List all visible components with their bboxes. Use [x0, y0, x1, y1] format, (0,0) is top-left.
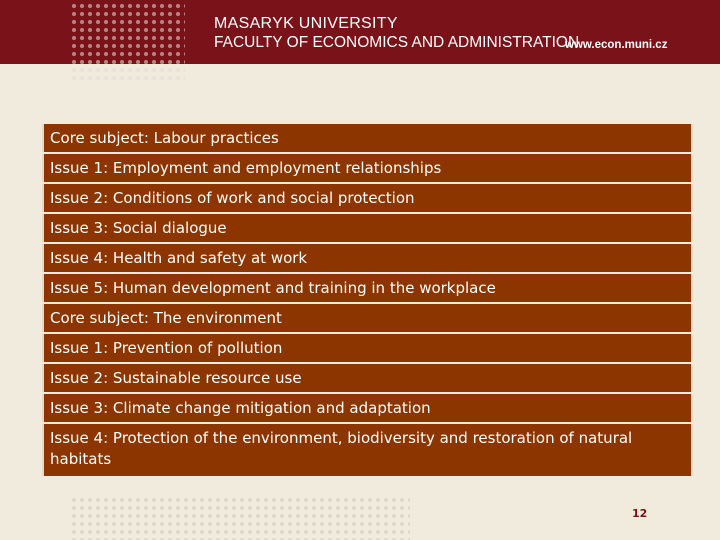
page-number: 12	[632, 507, 648, 520]
table-row	[42, 124, 693, 152]
table-row	[42, 334, 693, 362]
row-env-issue-1: Issue 1: Prevention of pollution	[42, 334, 693, 362]
row-env-issue-3: Issue 3: Climate change mitigation and adaptation	[42, 394, 693, 422]
table-row	[42, 184, 693, 212]
header-banner	[0, 0, 720, 64]
row-core-subject-environment: Core subject: The environment	[42, 304, 693, 332]
table-row	[42, 304, 693, 332]
table-row	[42, 394, 693, 422]
header-dot-pattern	[70, 2, 185, 80]
table-row	[42, 154, 693, 182]
row-issue-4: Issue 4: Health and safety at work	[42, 244, 693, 272]
table-row	[42, 424, 693, 476]
row-issue-2: Issue 2: Conditions of work and social protection	[42, 184, 693, 212]
row-issue-1: Issue 1: Employment and employment relationships	[42, 154, 693, 182]
row-issue-3: Issue 3: Social dialogue	[42, 214, 693, 242]
table-row	[42, 244, 693, 272]
row-issue-5: Issue 5: Human development and training in the workplace	[42, 274, 693, 302]
faculty-name: FACULTY OF ECONOMICS AND ADMINISTRATION	[214, 34, 580, 51]
row-env-issue-4: Issue 4: Protection of the environment, biodiversity and restoration of natural habitats	[42, 424, 693, 476]
table-row	[42, 274, 693, 302]
row-env-issue-2: Issue 2: Sustainable resource use	[42, 364, 693, 392]
footer-dot-pattern	[70, 496, 410, 540]
university-name: MASARYK UNIVERSITY	[214, 15, 398, 32]
table-row	[42, 364, 693, 392]
table-row	[42, 214, 693, 242]
website-url: www.econ.muni.cz	[565, 39, 668, 51]
row-core-subject-labour: Core subject: Labour practices	[42, 124, 693, 152]
topics-table	[42, 122, 693, 478]
